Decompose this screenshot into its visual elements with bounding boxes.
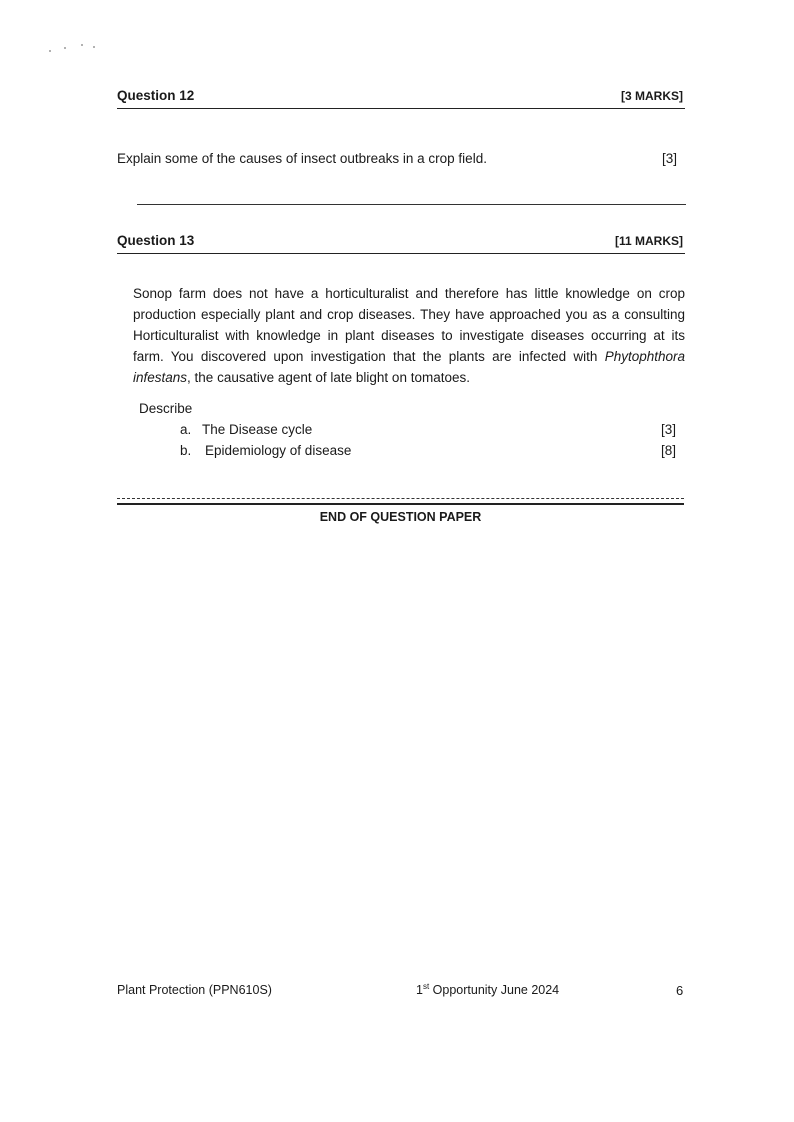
scan-speck xyxy=(93,46,95,48)
part-a-text: The Disease cycle xyxy=(202,422,313,437)
answer-divider xyxy=(137,204,686,205)
question-13-marks: [11 MARKS] xyxy=(614,234,683,248)
end-solid-rule xyxy=(117,503,684,505)
footer-opportunity xyxy=(416,983,559,997)
question-13-header xyxy=(117,233,685,254)
question-12-header xyxy=(117,88,685,109)
question-12-title: Question 12 xyxy=(117,88,195,103)
part-b-letter: b. xyxy=(180,443,192,458)
footer-opportunity-text: Opportunity June 2024 xyxy=(429,983,560,997)
question-12-prompt-marks: [3] xyxy=(661,151,677,166)
part-b-text: Epidemiology of disease xyxy=(205,443,352,458)
footer-opportunity-number: 1 xyxy=(416,983,423,997)
footer-opportunity-suffix: st xyxy=(422,981,430,991)
footer-page-number: 6 xyxy=(676,983,684,998)
part-a-marks: [3] xyxy=(660,422,676,437)
scan-speck xyxy=(64,47,66,49)
question-12-marks: [3 MARKS] xyxy=(621,89,683,103)
scan-speck xyxy=(81,44,83,46)
part-b-marks: [8] xyxy=(660,443,676,458)
scenario-text-end: , the causative agent of late blight on tomatoes. xyxy=(187,370,470,385)
end-dashed-rule xyxy=(117,498,684,499)
scan-speck xyxy=(49,50,51,52)
end-of-paper-label: END OF QUESTION PAPER xyxy=(319,510,482,524)
scenario-text-start: Sonop farm does not have a horticulturalist and therefore has little knowledge on crop production especially plant and crop diseases. They have approached you as a consulting Horticulturalist with knowledge in plant diseases to investigate diseases occurring at its farm. You discovered upon investigation that the plants are infected with xyxy=(133,286,685,364)
footer-course: Plant Protection (PPN610S) xyxy=(117,983,272,997)
question-13-scenario xyxy=(133,283,685,388)
question-12-prompt: Explain some of the causes of insect outbreaks in a crop field. xyxy=(117,151,487,166)
pathogen-name: Phytophthora infestans xyxy=(133,349,685,385)
question-13-title: Question 13 xyxy=(117,233,195,248)
question-13-instruction: Describe xyxy=(139,401,193,416)
part-a-letter: a. xyxy=(180,422,192,437)
